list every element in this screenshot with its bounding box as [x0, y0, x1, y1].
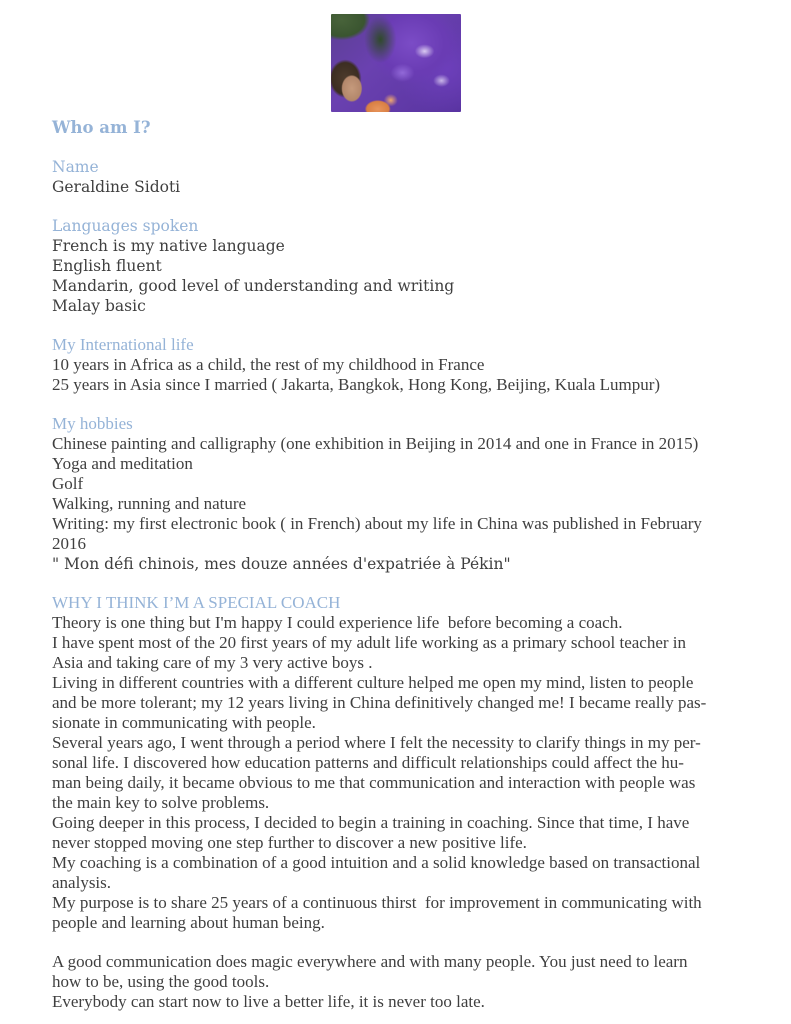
text-line: My purpose is to share 25 years of a continuous thirst for improvement in communicating with — [52, 893, 702, 912]
text-line: sonal life. I discovered how education patterns and difficult relationships could affect the hu- — [52, 753, 684, 772]
text-line: Going deeper in this process, I decided to begin a training in coaching. Since that time, I have — [52, 813, 690, 832]
text-line: Writing: my first electronic book ( in French) about my life in China was published in February — [52, 514, 702, 533]
text-line: A good communication does magic everywhere and with many people. You just need to learn — [52, 952, 688, 971]
text-line: 25 years in Asia since I married ( Jakarta, Bangkok, Hong Kong, Beijing, Kuala Lumpur) — [52, 375, 661, 394]
section-heading: My hobbies — [52, 414, 133, 433]
section-closing — [52, 952, 743, 1012]
text-line: Several years ago, I went through a period where I felt the necessity to clarify things in my per- — [52, 733, 701, 752]
section-heading: Languages spoken — [52, 217, 199, 235]
text-line: Theory is one thing but I'm happy I could experience life before becoming a coach. — [52, 613, 623, 632]
text-line: 2016 — [52, 534, 86, 553]
section-languages-spoken — [52, 216, 743, 316]
section-international-life — [52, 335, 743, 395]
text-line: never stopped moving one step further to discover a new positive life. — [52, 833, 527, 852]
text-line: Everybody can start now to live a better life, it is never too late. — [52, 992, 485, 1011]
section-name — [52, 157, 743, 197]
text-line: 10 years in Africa as a child, the rest of my childhood in France — [52, 355, 485, 374]
text-line: Geraldine Sidoti — [52, 178, 181, 196]
text-line: My coaching is a combination of a good intuition and a solid knowledge based on transactional — [52, 853, 701, 872]
text-line: people and learning about human being. — [52, 913, 325, 932]
text-line: Asia and taking care of my 3 very active boys . — [52, 653, 373, 672]
section-why-special-coach — [52, 593, 743, 933]
text-line: French is my native language — [52, 237, 285, 255]
text-line: and be more tolerant; my 12 years living in China definitively changed me! I became really pas- — [52, 693, 707, 712]
text-line: Malay basic — [52, 297, 146, 315]
text-line: Chinese painting and calligraphy (one exhibition in Beijing in 2014 and one in France in 2015) — [52, 434, 699, 453]
section-hobbies — [52, 414, 743, 574]
text-line: how to be, using the good tools. — [52, 972, 270, 991]
section-heading: WHY I THINK I’M A SPECIAL COACH — [52, 593, 341, 612]
text-line: Walking, running and nature — [52, 494, 247, 513]
text-line: Golf — [52, 474, 84, 493]
text-line: Living in different countries with a different culture helped me open my mind, listen to people — [52, 673, 694, 692]
text-line: Mandarin, good level of understanding and writing — [52, 277, 455, 295]
text-line: the main key to solve problems. — [52, 793, 270, 812]
text-line: man being daily, it became obvious to me that communication and interaction with people was — [52, 773, 696, 792]
document-content — [0, 112, 791, 1012]
page-title: Who am I? — [52, 118, 151, 137]
section-heading: Name — [52, 158, 99, 176]
text-line: I have spent most of the 20 first years of my adult life working as a primary school teacher in — [52, 633, 687, 652]
section-heading: My International life — [52, 335, 194, 354]
profile-photo — [331, 14, 461, 112]
book-title-quote: " Mon défi chinois, mes douze années d'expatriée à Pékin" — [52, 555, 511, 573]
text-line: analysis. — [52, 873, 112, 892]
text-line: English fluent — [52, 257, 162, 275]
text-line: Yoga and meditation — [52, 454, 193, 473]
text-line: sionate in communicating with people. — [52, 713, 316, 732]
